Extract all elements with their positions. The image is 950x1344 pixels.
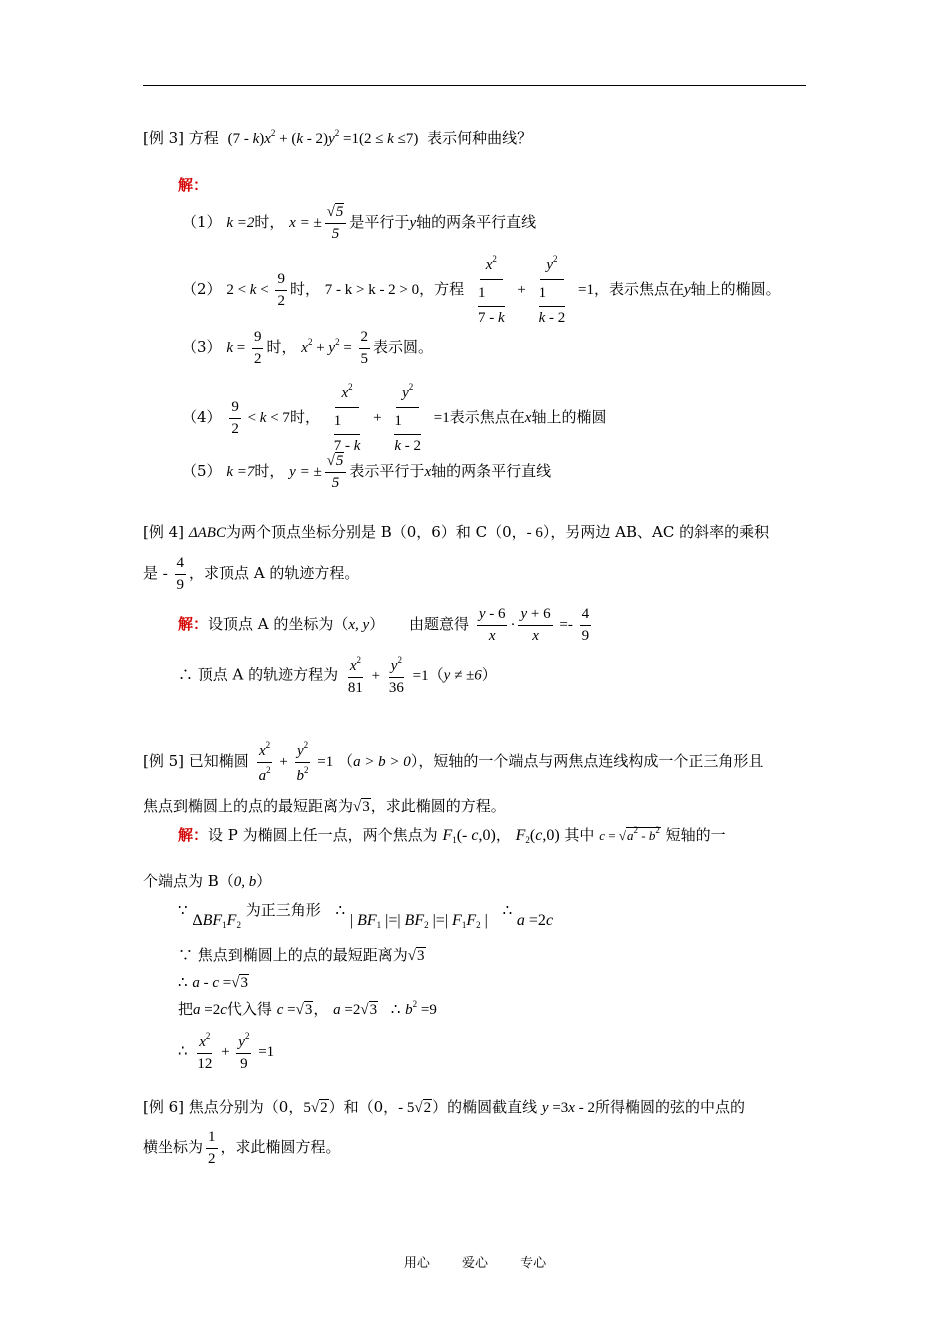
therefore-symbol: ∴ — [178, 1041, 188, 1060]
case-equation: $x^2 + y^2$ = $\frac{2}{5}$ — [301, 329, 369, 367]
a-equals-2c: a =2c — [193, 1002, 227, 1018]
case-text: 表示平行于 — [349, 462, 425, 481]
question-text: ），另两边 AB、AC 的斜率的乘积 — [542, 523, 770, 541]
solution-text: 设 P 为椭圆上任一点，两个焦点为 — [208, 826, 438, 844]
solution-text: 由题意得 — [409, 615, 470, 634]
ex3-label: [例 3] 方程 — [143, 129, 219, 147]
ex5-solution-line-3 — [178, 901, 554, 930]
a-minus-c: a - c =√3 — [192, 975, 248, 991]
a-value: a =2√3 — [333, 1002, 378, 1018]
ex5-question-line-1 — [143, 741, 763, 785]
case-var: x — [424, 464, 432, 481]
focus-2: $F_2(c,0)$ — [515, 827, 560, 845]
case-text: 时， — [289, 280, 320, 299]
case-text: 时， — [254, 213, 285, 232]
sqrt-3: √3 — [353, 799, 370, 815]
ex5-solution-line-6: 把a =2c代入得 c =√3， a =2√3 ∴ $b^2 =9$ — [178, 999, 437, 1018]
solution-text: ∴ 顶点 A 的轨迹方程为 — [178, 665, 339, 684]
question-text: ），短轴的一个端点与两焦点连线构成一个正三角形且 — [410, 752, 764, 771]
question-text: ，求此椭圆方程。 — [220, 1138, 341, 1157]
question-text: 是 — [143, 564, 159, 583]
case-text: 时， — [254, 462, 285, 481]
ex3-solution-label: 解： — [178, 176, 209, 194]
locus-equation: $\frac{x^2}{81}$ + $\frac{y^2}{36}$ =1 — [347, 655, 429, 696]
case-text: 轴的两条平行直线 — [431, 462, 552, 481]
point-coords: x, y — [348, 617, 370, 634]
case-equation: $x^2$ 1 7 - k + $y^2$ 1 k - 2 =1 — [477, 254, 594, 326]
question-text: ，求顶点 A 的轨迹方程。 — [189, 564, 360, 583]
case-text: 轴的两条平行直线 — [416, 213, 537, 232]
ex3-question — [143, 129, 532, 147]
case-text: 时， — [289, 408, 320, 427]
header-rule — [143, 85, 806, 86]
because-symbol: ∵ — [178, 901, 188, 919]
focus-1: $F_1(-$ c,0) — [442, 827, 496, 845]
final-ellipse: $\frac{x^2}{12}$ + $\frac{y^2}{9}$ =1 — [197, 1031, 275, 1072]
ex6-question-line-2 — [143, 1130, 341, 1168]
case-var: y — [684, 282, 691, 299]
b-squared: $b^2 =9$ — [405, 999, 437, 1018]
solution-label: 解： — [178, 826, 209, 844]
case-var: x — [524, 410, 532, 427]
case-condition: k =7 — [226, 464, 255, 481]
ex3-case-4 — [182, 383, 606, 454]
ex4-question-line-2 — [143, 556, 359, 594]
triangle-symbol: ΔABC — [188, 525, 226, 541]
ex3-case-1 — [182, 205, 536, 243]
page-footer: 用心 爱心 专心 — [403, 1256, 547, 1271]
locus-condition: y ≠ ±6 — [443, 667, 482, 684]
question-text: （ — [338, 752, 354, 771]
question-text: ）的椭圆截直线 — [432, 1098, 538, 1116]
ex3-tail: 表示何种曲线？ — [427, 129, 533, 147]
solution-text: ∵ 焦点到椭圆上的点的最短距离为 — [178, 946, 408, 964]
case-text: ，表示焦点在 — [593, 280, 684, 299]
sqrt-3: √3 — [407, 948, 425, 964]
solution-text: ） — [481, 665, 497, 684]
side-equality: | $BF_1$ |=| $BF_2$ |=| $F_1F_2$ | — [349, 912, 488, 930]
question-text: 横坐标为 — [143, 1138, 204, 1157]
case-index: （1） — [182, 213, 222, 232]
c-value: c =√3 — [276, 1002, 313, 1018]
case-index: （4） — [182, 408, 222, 427]
solution-text: 代入得 — [226, 1000, 272, 1018]
case-text: 轴上的椭圆 — [531, 408, 607, 427]
ex3-equation: $(7 - k)x^2 + (k - 2)y^2 =1(2 \le k \le 7)$ — [227, 128, 419, 147]
case-condition: k =2 — [226, 215, 255, 232]
therefore-symbol: ∴ — [178, 973, 188, 991]
case-condition: k = $\frac{9}{2}$ — [226, 329, 262, 367]
ex5-solution-line-2 — [143, 874, 271, 890]
c-definition: $c = √a^2 - b^2$ — [599, 825, 660, 843]
case-var: y — [409, 215, 417, 232]
case-condition: $\frac{9}{2}$ < k < 7 — [231, 398, 290, 437]
solution-text: ） — [256, 872, 272, 890]
ex5-label: [例 5] 已知椭圆 — [143, 752, 249, 771]
ex5-question-line-2 — [143, 799, 506, 815]
endpoint-coords: 0, b — [233, 874, 257, 890]
ex4-question-line-1 — [143, 525, 769, 541]
focus-value-1: 5√2 — [303, 1100, 328, 1116]
ellipse-condition: a > b > 0 — [353, 754, 411, 771]
ellipse-equation: $\frac{x^2}{a^2}$ + $\frac{y^2}{b^2}$ =1 — [258, 740, 334, 784]
case-inequality: 7 - k > k - 2 > 0 — [324, 282, 420, 299]
case-condition: 2 < k < $\frac{9}{2}$ — [226, 270, 285, 309]
case-index: （2） — [182, 280, 222, 299]
case-text: 表示圆。 — [373, 338, 434, 357]
case-index: （5） — [182, 462, 222, 481]
therefore-symbol: ∴ — [390, 1000, 401, 1018]
solution-text: 短轴的一 — [665, 826, 726, 844]
ex3-case-2 — [182, 255, 781, 326]
ex6-question-line-1 — [143, 1100, 745, 1116]
focus-value-2: - 5√2 — [398, 1100, 432, 1116]
solution-text: ） — [369, 615, 385, 634]
ex4-label: [例 4] — [143, 523, 185, 541]
case-text: 轴上的椭圆。 — [690, 280, 781, 299]
ex3-case-5 — [182, 454, 551, 492]
solution-text: （ — [428, 665, 444, 684]
ex5-solution-line-5 — [178, 975, 249, 991]
case-text: ，方程 — [419, 280, 465, 299]
solution-text: 设顶点 A 的坐标为（ — [208, 615, 349, 634]
ex4-solution-line-1 — [178, 607, 594, 645]
case-text: 表示焦点在 — [449, 408, 525, 427]
solution-text: 把 — [178, 1000, 194, 1018]
ex5-solution-line-7 — [178, 1032, 274, 1073]
case-equation: $x^2$ 1 7 - k + $y^2$ 1 k - 2 =1 — [333, 382, 450, 454]
triangle-bf1f2: $\Delta BF_1F_2$ — [192, 912, 241, 930]
case-text: 时， — [266, 338, 297, 357]
ex4-solution-line-2 — [178, 656, 497, 697]
ex5-solution-line-1: 解：设 P 为椭圆上任一点，两个焦点为 $F_1(-$ c,0)， $F_2(c,0)$ 其中 $c = √a^2 - b^2$ 短轴的一 — [178, 825, 726, 845]
solution-text: 为正三角形 — [245, 901, 321, 919]
slope-equation: $\frac{y - 6}{x}$ · $\frac{y + 6}{x}$ =- $\frac{4}{9}$ — [478, 606, 590, 644]
question-text: ，求此椭圆的方程。 — [370, 797, 506, 815]
question-text: 焦点到椭圆上的点的最短距离为 — [143, 797, 354, 815]
question-text: 所得椭圆的弦的中点的 — [594, 1098, 745, 1116]
case-equation: y = ± $\frac{√5}{5}$ — [289, 464, 349, 480]
case-text: 是平行于 — [349, 213, 410, 232]
question-text: 为两个顶点坐标分别是 B（0，6）和 C（0， — [225, 523, 527, 541]
question-value: - 6 — [526, 525, 543, 541]
solution-label: 解： — [178, 615, 209, 634]
solution-text: 其中 — [564, 826, 595, 844]
ex5-solution-line-4 — [178, 948, 426, 964]
question-text: ）和（0， — [328, 1098, 399, 1116]
therefore-symbol: ∴ — [502, 901, 513, 919]
therefore-symbol: ∴ — [335, 901, 346, 919]
solution-text: 个端点为 B（ — [143, 872, 234, 890]
line-equation: y =3x - 2 — [541, 1100, 595, 1116]
slope-product: - $\frac{4}{9}$ — [162, 555, 185, 593]
midpoint-x: $\frac{1}{2}$ — [208, 1129, 216, 1167]
a-equals-2c: a =2c — [516, 912, 554, 929]
case-equation: x = ± $\frac{√5}{5}$ — [289, 215, 349, 231]
ex3-case-3 — [182, 330, 433, 368]
ex6-label: [例 6] 焦点分别为（0， — [143, 1098, 304, 1116]
case-index: （3） — [182, 338, 222, 357]
